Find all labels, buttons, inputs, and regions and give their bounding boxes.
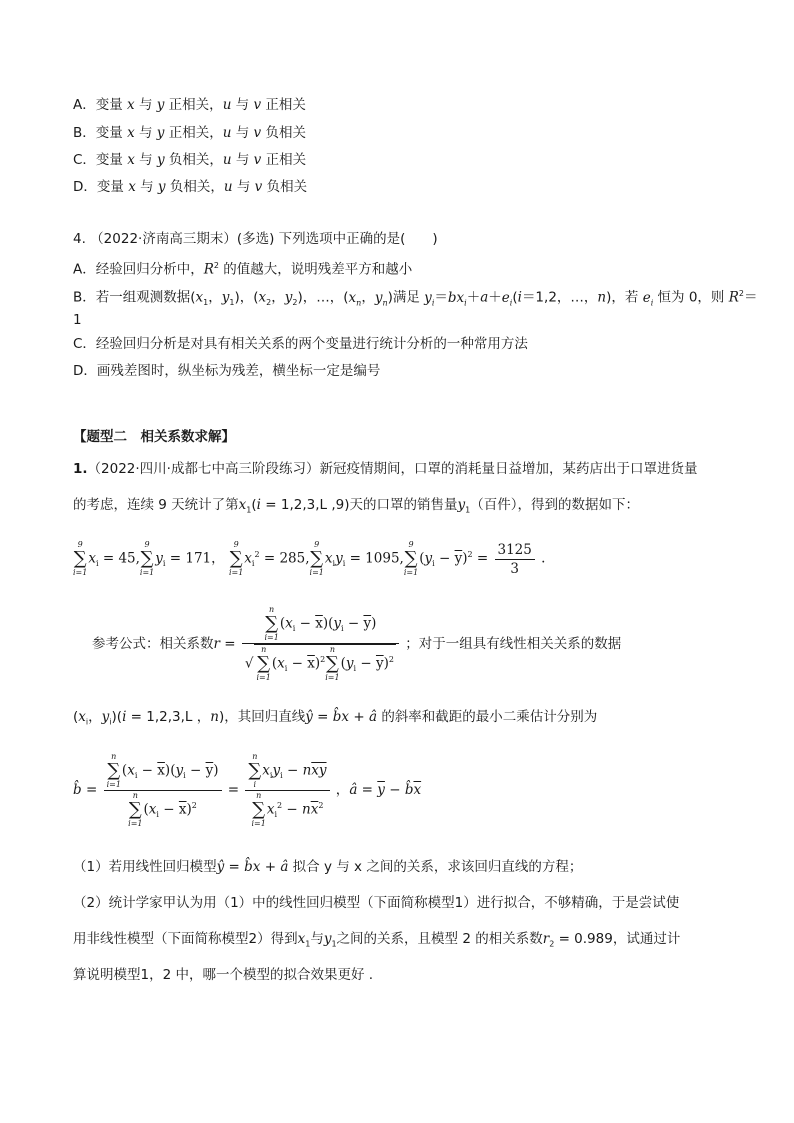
question-4-option-c: C．经验回归分析是对具有相关关系的两个变量进行统计分析的一种常用方法 (73, 336, 528, 352)
problem-1-line-1 (73, 460, 697, 478)
section-title: 【题型二 相关系数求解】 (73, 429, 235, 445)
data-sums: 9 ∑ i=1 $x_i = 45$, 9 ∑ i=1 $y_i = 171$， 9 ∑ i=1 $x_i^2 = 285$, 9 ∑ i=1 $x_iy_i = 1095$, 9 ∑ i=1 $(y_i - \overline{y})^2$ = $\frac{3125}{3}$ . (73, 540, 546, 577)
problem-1-line-2: 的考虑，连续 9 天统计了第$x_1(i = 1,2,3,L$ ,9)天的口罩的销售量$y_1$（百件），得到的数据如下： (73, 497, 639, 515)
question-4-option-b-cont: 1 (73, 312, 82, 328)
option-d: D．变量 x 与 y 负相关，u 与 v 负相关 (73, 179, 308, 195)
problem-source: （2022·四川·成都七中高三阶段练习）新冠疫情期间，口罩的消耗量日益增加，某药店出于口罩进货量 (87, 461, 698, 477)
sub-question-2-line-1: （2）统计学家甲认为用（1）中的线性回归模型（下面简称模型1）进行拟合，不够精确，于是尝试使 (73, 895, 680, 911)
question-4-option-d: D．画残差图时，纵坐标为残差，横坐标一定是编号 (73, 363, 381, 379)
reference-formula-r: 参考公式：相关系数r = n ∑ i=1 $(x_i - \overline{x})(y_i - \overline{y})$ √ n ∑ i=1 $(x_i - \overline{x})^2$ n ∑ i=1 $(y_i - \overline{y})^2$ ；对于一组具有线性相关关系的数据 (92, 605, 622, 682)
option-a: A．变量 x 与 y 正相关，u 与 v 正相关 (73, 97, 306, 113)
sub-question-2-line-3: 算说明模型1，2 中，哪一个模型的拟合效果更好 . (73, 967, 374, 983)
sub-question-1: （1）若用线性回归模型ŷ = b̂x + â 拟合 y 与 x 之间的关系，求该回归直线的方程； (73, 859, 583, 875)
option-b: B．变量 x 与 y 正相关，u 与 v 负相关 (73, 125, 306, 141)
problem-number: 1. (73, 461, 88, 477)
sub-question-2-line-2: 用非线性模型（下面简称模型2）得到$x_1$与$y_1$之间的关系，且模型 2 的相关系数$r_2 = 0.989$，试通过计 (73, 931, 681, 949)
question-4-option-a: A．经验回归分析中，$R^2$ 的值越大，说明残差平方和越小 (73, 261, 413, 278)
question-4-stem: 4. （2022·济南高三期末）(多选) 下列选项中正确的是( ) (73, 231, 438, 247)
regression-line-intro: ($x_i$，$y_i)(i = 1,2,3,L$ ，n)，其回归直线ŷ = b̂x + â 的斜率和截距的最小二乘估计分别为 (73, 709, 598, 727)
least-squares-formula: b̂ = n ∑ i=1 $(x_i - \overline{x})(y_i - \overline{y})$ n ∑ i=1 $(x_i - \overline{x})^2$ = n ∑ i $x_iy_i - n\overline{xy}$ n ∑ i=1 $x_i^2 - n\overline{x}^2$ ，â = $\overline{y}$ − $b̂\overline{x}$ (73, 752, 422, 828)
question-4-option-b: B．若一组观测数据($x_1$，$y_1$)，($x_2$，$y_2$)，…，($x_n$，$y_n$)满足 $y_i=bx_i+a+e_i(i=1,2$，…，n)，若 $e_i$ 恒为 0，则 $R^2=$ (73, 289, 758, 308)
option-c: C．变量 x 与 y 负相关，u 与 v 正相关 (73, 152, 307, 168)
